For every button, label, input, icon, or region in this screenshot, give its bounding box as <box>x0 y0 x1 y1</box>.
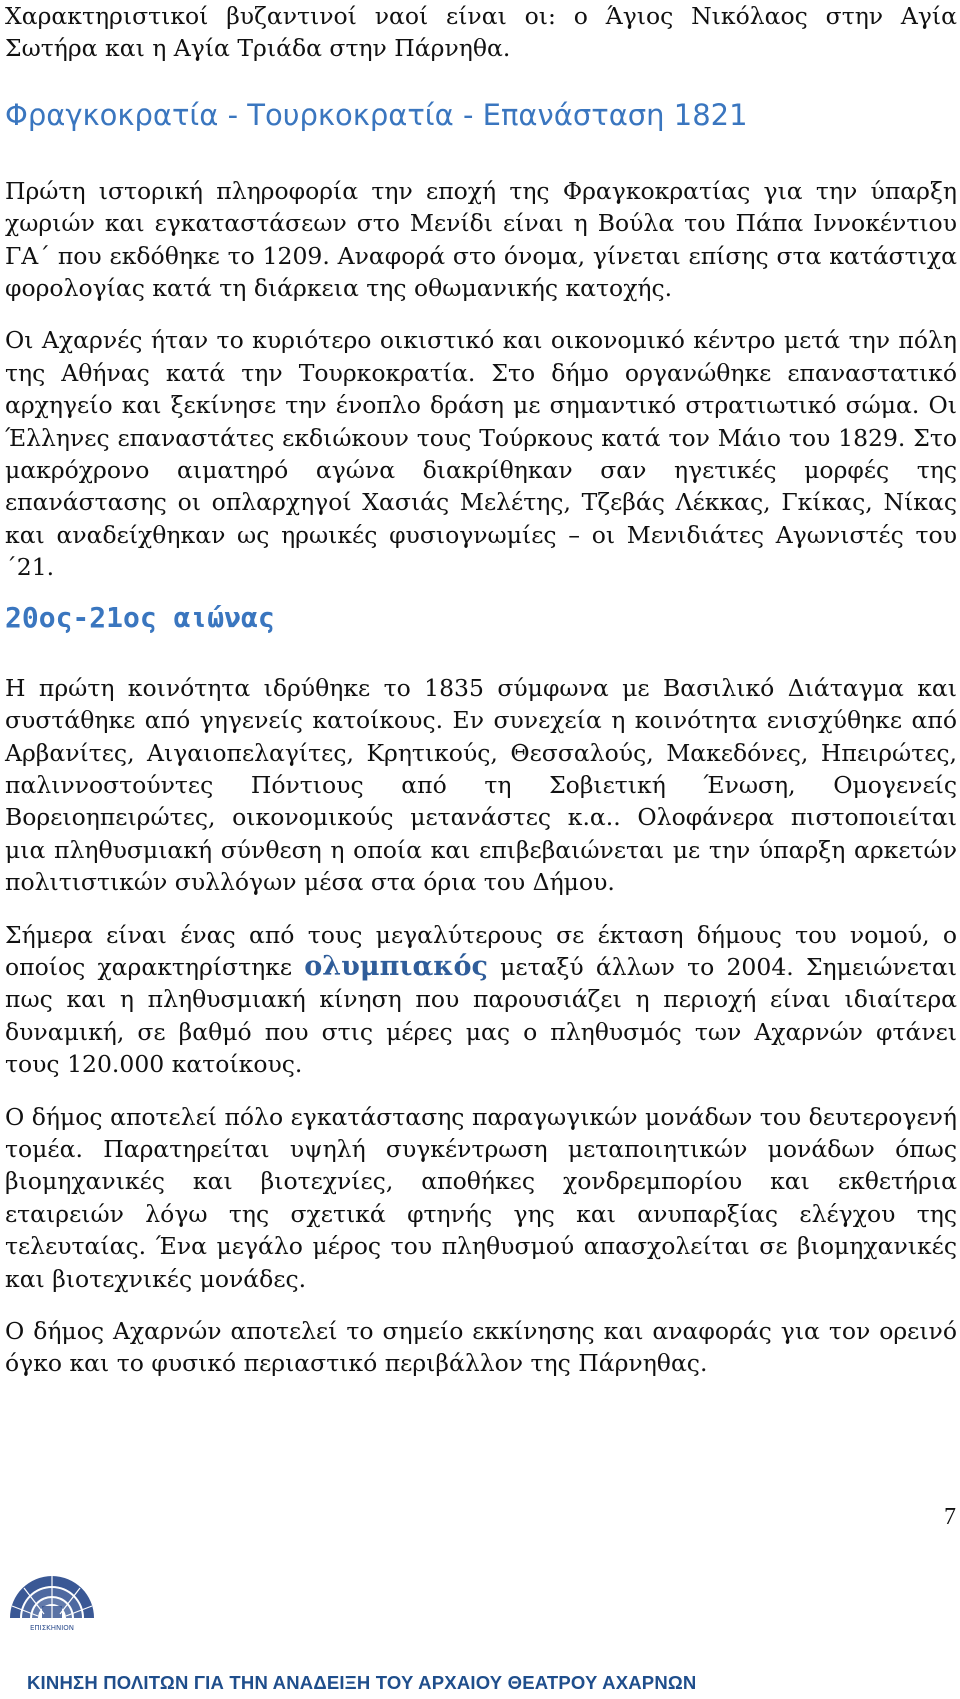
document-page <box>5 0 957 1380</box>
paragraph-parnitha: Ο δήμος Αχαρνών αποτελεί το σημείο εκκίνησης και αναφοράς για τον ορεινό όγκο και το φυσικό περιαστικό περιβάλλον της Πάρνηθας. <box>5 1317 957 1378</box>
episkinion-logo <box>4 1568 100 1636</box>
section-heading-20th-21st-century: 20ος-21ος αιώνας <box>5 600 275 634</box>
page-number: 7 <box>944 1504 956 1530</box>
paragraph-revolution: Οι Αχαρνές ήταν το κυριότερο οικιστικό και οικονομικό κέντρο μετά την πόλη της Αθήνας κατά την Τουρκοκρατία. Στο δήμο οργανώθηκε επαναστατικό αρχηγείο και ξεκίνησε την ένοπλο δράση με σημαντικό στρατιωτικό σώμα. Οι Έλληνες επαναστάτες εκδιώκουν τους Τούρκους κατά τον Μάιο του 1829. Στο μακρόχρονο αιματηρό αγώνα διακρίθηκαν σαν ηγετικές μορφές της επανάστασης οι οπλαρχηγοί Χασιάς Μελέτης, Τζεβάς Λέκκας, Γκίκας, Νίκας και αναδείχθηκαν ως ηρωικές φυσιογνωμίες – οι Μενιδιάτες Αγωνιστές του ΄21. <box>5 326 957 582</box>
paragraph-papal-bull: Πρώτη ιστορική πληροφορία την εποχή της Φραγκοκρατίας για την ύπαρξη χωριών και εγκαταστάσεων στο Μενίδι είναι η Βούλα του Πάπα Ιννοκέντιου ΓΑ΄ που εκδόθηκε το 1209. Αναφορά στο όνομα, γίνεται επίσης στα κατάστιχα φορολογίας κατά τη διάρκεια της οθωμανικής κατοχής. <box>5 176 957 303</box>
section-heading-frankokratia: Φραγκοκρατία - Τουρκοκρατία - Επανάσταση 1821 <box>5 97 748 132</box>
olympic-text-before: Σήμερα είναι ένας από τους μεγαλύτερους σε έκταση δήμους του νομού, ο οποίος χαρακτηρίστηκε <box>5 920 957 981</box>
olympic-highlight: ολυμπιακός <box>304 950 488 982</box>
olympic-text-after: μεταξύ άλλων το 2004. Σημειώνεται πως και η πληθυσμιακή κίνηση που παρουσιάζει η περιοχή είναι ιδιαίτερα δυναμική, σε βαθμό που στις μέρες μας ο πληθυσμός των Αχαρνών φτάνει τους 120.000 κατοίκους. <box>5 952 958 1079</box>
theatre-logo-icon <box>4 1568 100 1636</box>
paragraph-olympic-municipality <box>5 919 957 1081</box>
footer-organization: ΚΙΝΗΣΗ ΠΟΛΙΤΩΝ ΓΙΑ ΤΗΝ ΑΝΑΔΕΙΞΗ ΤΟΥ ΑΡΧΑΙΟΥ ΘΕΑΤΡΟΥ ΑΧΑΡΝΩΝ <box>27 1672 697 1693</box>
paragraph-community-founding: Η πρώτη κοινότητα ιδρύθηκε το 1835 σύμφωνα με Βασιλικό Διάταγμα και συστάθηκε από γηγενείς κατοίκους. Εν συνεχεία η κοινότητα ενισχύθηκε από Αρβανίτες, Αιγαιοπελαγίτες, Κρητικούς, Θεσσαλούς, Μακεδόνες, Ηπειρώτες, παλιννοστούντες Πόντιους από τη Σοβιετική Ένωση, Ομογενείς Βορειοηπειρώτες, οικονομικούς μετανάστες κ.α.. Ολοφάνερα πιστοποιείται μια πληθυσμιακή σύνθεση η οποία και επιβεβαιώνεται με την ύπαρξη αρκετών πολιτιστικών συλλόγων μέσα στα όρια του Δήμου. <box>5 673 957 897</box>
paragraph-industry: Ο δήμος αποτελεί πόλο εγκατάστασης παραγωγικών μονάδων του δευτερογενή τομέα. Παρατηρείται υψηλή συγκέντρωση μεταποιητικών μονάδων όπως βιομηχανικές και βιοτεχνίες, αποθήκες χονδρεμπορίου και εκθετήρια εταιρειών λόγω της σχετικά φτηνής γης και ανυπαρξίας ελέγχου της τελευταίας. Ένα μεγάλο μέρος του πληθυσμού απασχολείται σε βιομηχανικές και βιοτεχνικές μονάδες. <box>5 1102 957 1293</box>
intro-paragraph: Χαρακτηριστικοί βυζαντινοί ναοί είναι οι: ο Άγιος Νικόλαος στην Αγία Σωτήρα και η Αγία Τριάδα στην Πάρνηθα. <box>5 2 957 63</box>
svg-text:ΕΠΙΣΚΗΝΙΟΝ: ΕΠΙΣΚΗΝΙΟΝ <box>29 1624 75 1632</box>
